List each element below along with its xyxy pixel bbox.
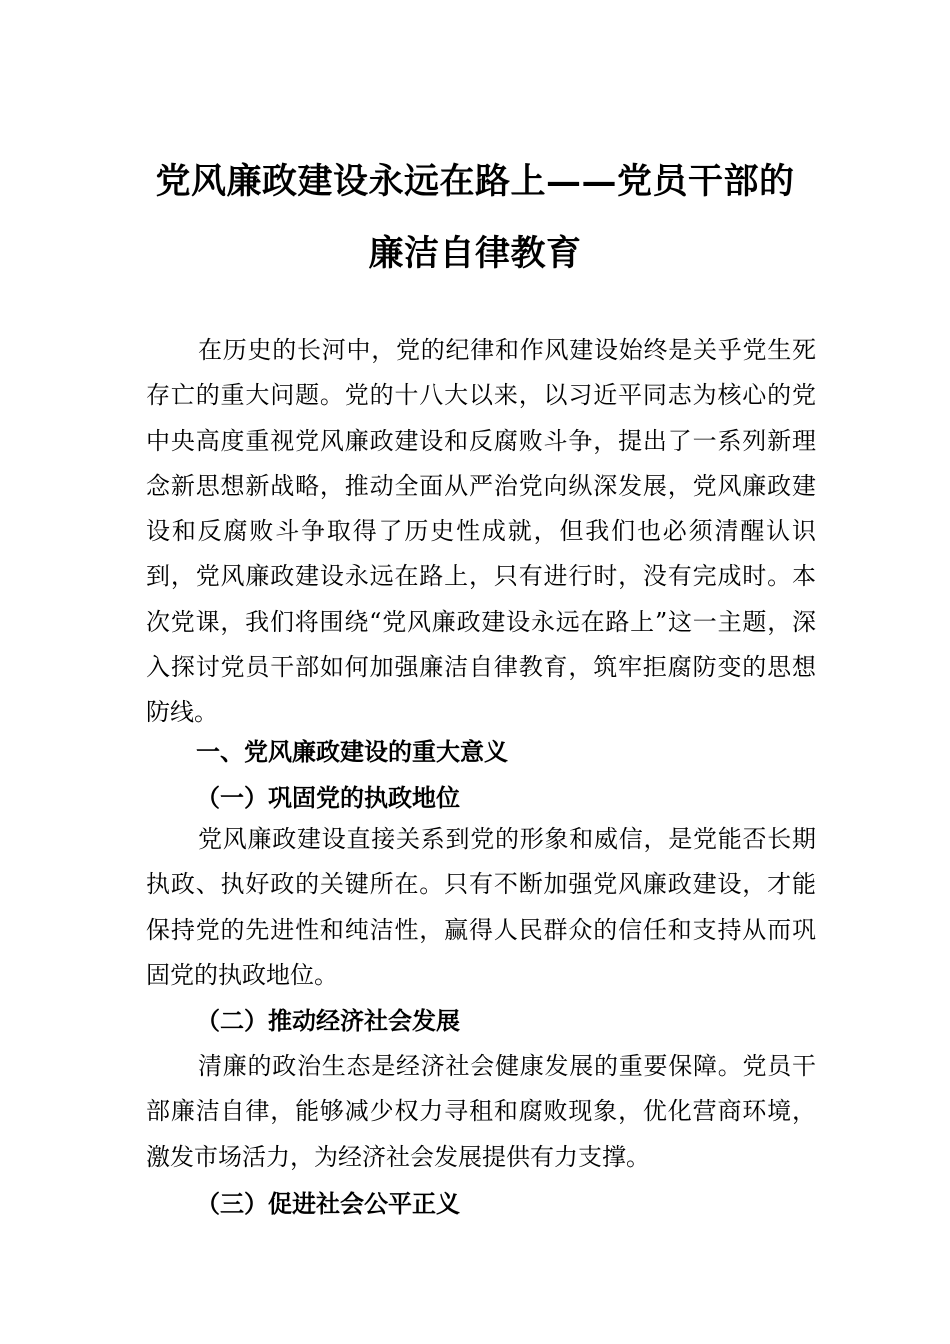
subsection-1-paragraph: 党风廉政建设直接关系到党的形象和威信，是党能否长期执政、执好政的关键所在。只有不断加强党风廉政建设，才能保持党的先进性和纯洁性，赢得人民群众的信任和支持从而巩固党的执政地位。 bbox=[146, 825, 816, 989]
subsection-2-heading: （二）推动经济社会发展 bbox=[196, 1006, 460, 1035]
section-1-heading: 一、党风廉政建设的重大意义 bbox=[196, 738, 508, 766]
subsection-1-heading: （一）巩固党的执政地位 bbox=[196, 783, 460, 812]
document-title-line-1: 党风廉政建设永远在路上——党员干部的 bbox=[155, 161, 795, 202]
document-title-line-2: 廉洁自律教育 bbox=[368, 233, 582, 274]
intro-paragraph: 在历史的长河中，党的纪律和作风建设始终是关乎党生死存亡的重大问题。党的十八大以来，以习近平同志为核心的党中央高度重视党风廉政建设和反腐败斗争，提出了一系列新理念新思想新战略，推动全面从严治党向纵深发展，党风廉政建设和反腐败斗争取得了历史性成就，但我们也必须清醒认识到，党风廉政建设永远在路上，只有进行时，没有完成时。本次党课，我们将围绕“党风廉政建设永远在路上”这一主题，深入探讨党员干部如何加强廉洁自律教育，筑牢拒腐防变的思想防线。 bbox=[146, 336, 816, 727]
subsection-2-paragraph: 清廉的政治生态是经济社会健康发展的重要保障。党员干部廉洁自律，能够减少权力寻租和腐败现象，优化营商环境，激发市场活力，为经济社会发展提供有力支撑。 bbox=[146, 1052, 816, 1171]
subsection-3-heading: （三）促进社会公平正义 bbox=[196, 1189, 460, 1218]
